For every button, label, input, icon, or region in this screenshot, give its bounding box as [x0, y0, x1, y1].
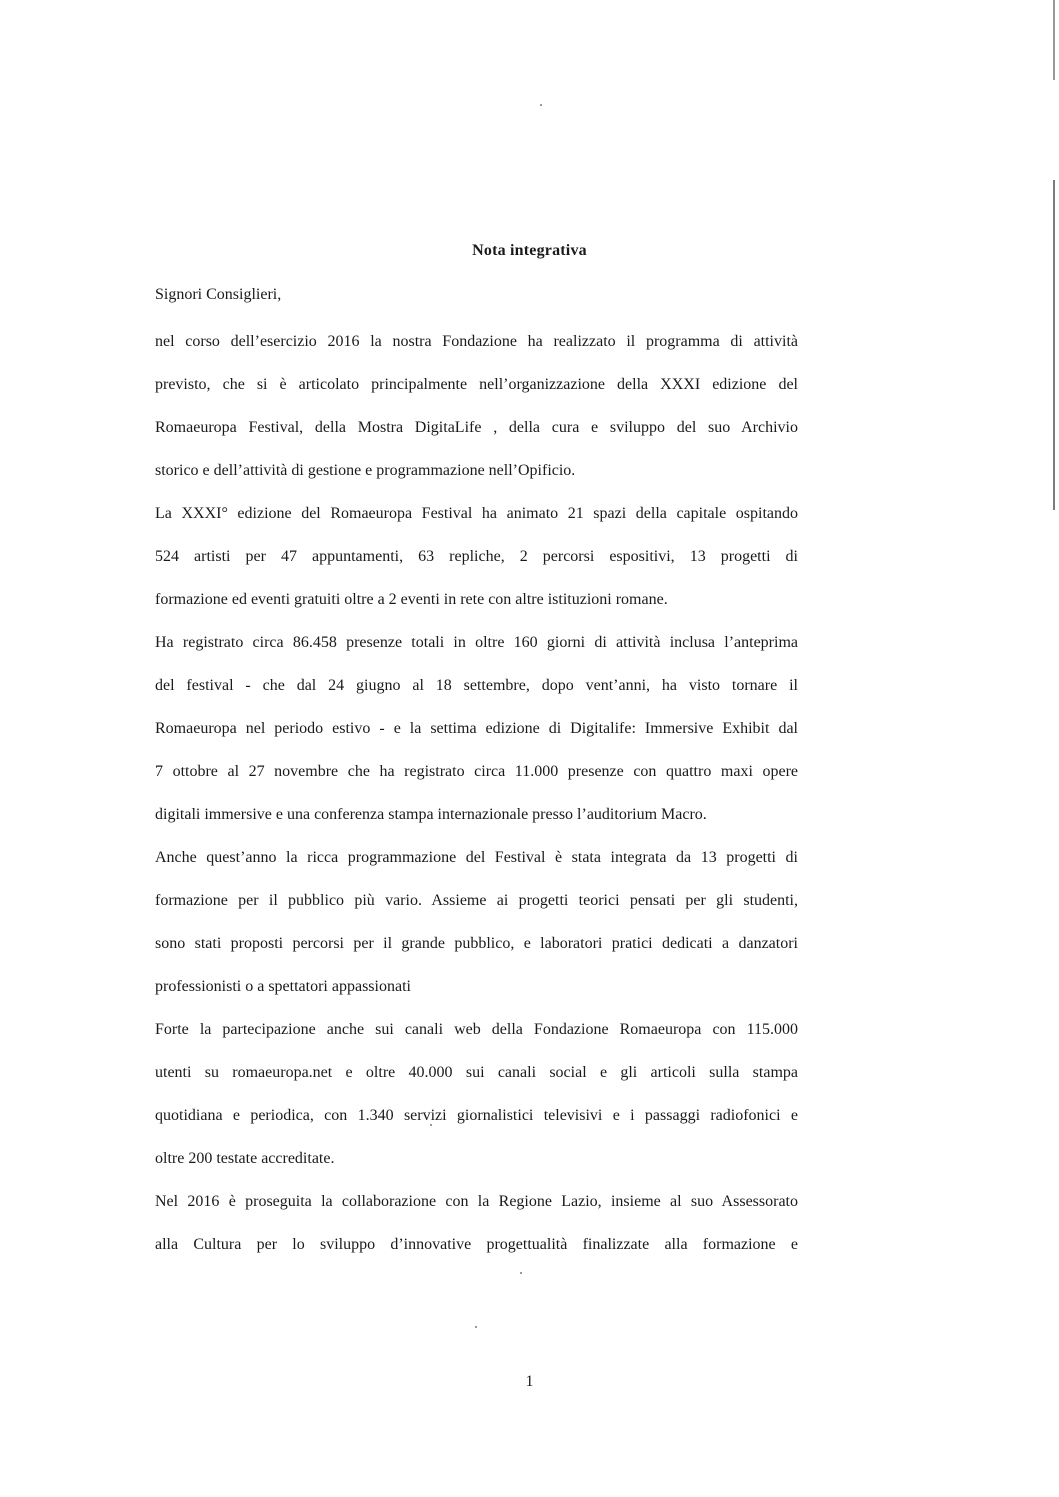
- text-line: La XXXI° edizione del Romaeuropa Festival ha animato 21 spazi della capitale ospitando: [155, 505, 798, 522]
- scan-edge-mark: [1053, 180, 1055, 510]
- text-line: formazione per il pubblico più vario. Assieme ai progetti teorici pensati per gli studenti,: [155, 892, 798, 909]
- text-line: Ha registrato circa 86.458 presenze totali in oltre 160 giorni di attività inclusa l’anteprima: [155, 634, 798, 651]
- scan-speck: [475, 1326, 477, 1328]
- text-line: nel corso dell’esercizio 2016 la nostra Fondazione ha realizzato il programma di attività: [155, 333, 798, 350]
- text-line: Nel 2016 è proseguita la collaborazione con la Regione Lazio, insieme al suo Assessorato: [155, 1193, 798, 1210]
- text-line: alla Cultura per lo sviluppo d’innovative progettualità finalizzate alla formazione e: [155, 1236, 798, 1253]
- body-text: [155, 320, 798, 1266]
- text-line: Romaeuropa Festival, della Mostra DigitaLife , della cura e sviluppo del suo Archivio: [155, 419, 798, 436]
- page-number: 1: [525, 1373, 534, 1390]
- scan-speck: [540, 104, 542, 106]
- text-line: previsto, che si è articolato principalmente nell’organizzazione della XXXI edizione del: [155, 376, 798, 393]
- text-line: utenti su romaeuropa.net e oltre 40.000 sui canali social e gli articoli sulla stampa: [155, 1064, 798, 1081]
- scan-edge-mark: [1053, 0, 1055, 80]
- scan-speck: [520, 1272, 522, 1274]
- text-line: del festival - che dal 24 giugno al 18 settembre, dopo vent’anni, ha visto tornare il: [155, 677, 798, 694]
- paragraph: [155, 621, 798, 836]
- text-line: professionisti o a spettatori appassionati: [155, 978, 411, 995]
- text-line: digitali immersive e una conferenza stampa internazionale presso l’auditorium Macro.: [155, 806, 707, 823]
- document-title: Nota integrativa: [472, 242, 587, 259]
- text-line: formazione ed eventi gratuiti oltre a 2 eventi in rete con altre istituzioni romane.: [155, 591, 668, 608]
- text-line: sono stati proposti percorsi per il grande pubblico, e laboratori pratici dedicati a danzatori: [155, 935, 798, 952]
- paragraph: [155, 1008, 798, 1180]
- paragraph: [155, 492, 798, 621]
- text-line: Anche quest’anno la ricca programmazione del Festival è stata integrata da 13 progetti di: [155, 849, 798, 866]
- paragraph: [155, 836, 798, 1008]
- text-line: 7 ottobre al 27 novembre che ha registrato circa 11.000 presenze con quattro maxi opere: [155, 763, 798, 780]
- text-line: 524 artisti per 47 appuntamenti, 63 repliche, 2 percorsi espositivi, 13 progetti di: [155, 548, 798, 565]
- text-line: Forte la partecipazione anche sui canali web della Fondazione Romaeuropa con 115.000: [155, 1021, 798, 1038]
- text-line: oltre 200 testate accreditate.: [155, 1150, 335, 1167]
- paragraph: [155, 1180, 798, 1266]
- salutation: Signori Consiglieri,: [155, 286, 282, 303]
- text-line: storico e dell’attività di gestione e programmazione nell’Opificio.: [155, 462, 576, 479]
- paragraph: [155, 320, 798, 492]
- text-line: quotidiana e periodica, con 1.340 servizi giornalistici televisivi e i passaggi radiofonici e: [155, 1107, 798, 1124]
- text-line: Romaeuropa nel periodo estivo - e la settima edizione di Digitalife: Immersive Exhibit dal: [155, 720, 798, 737]
